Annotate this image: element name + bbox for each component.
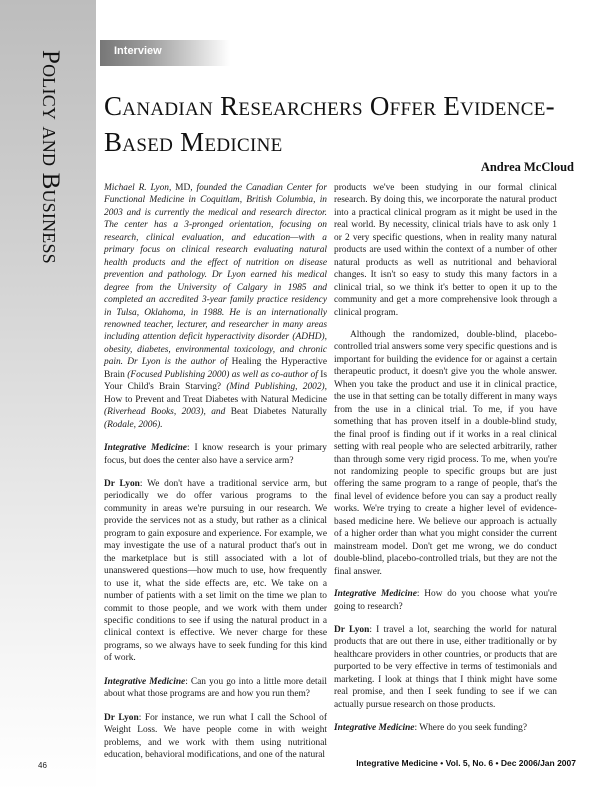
answer: Dr Lyon: We don't have a traditional service arm, but periodically we do offer various programs to the community in areas we're pursuing in our research. We provide the services not as a study, but rather as a clinical program to gain exposure and experience. For example, we may investigate the use of a natural product that's out in the marketplace but is still associated with a lot of unanswered questions—how much to use, how frequently to use it, what the side effects are, etc. We take on a number of patients with a set limit on the time we plan to commit to those people, and we work with them under specific conditions to see if using the natural product in a clinical context is effective. We never charge for these programs, so we always have to seek funding for this kind of work. bbox=[104, 478, 327, 664]
author-byline: Andrea McCloud bbox=[480, 160, 574, 174]
answer-paragraph: Although the randomized, double-blind, placebo-controlled trial answers some very specific questions and is important for building the evidence for or against a certain therapeutic product, it doesn't give you the whole answer. When you take the product and use it in clinical practice, the use in that setting can be totally different in many ways from the use in a clinical trial. To me, if you have something that has proven itself in a double-blind study, the final proof is finding out if it works in a real clinical setting with real people who are selected arbitrarily, rather than through some very rigid process. To me, when you're not randomizing people to specific groups but are just offering the same program to a range of people, that's the final level of evidence before you can say a product really works. We're trying to create a higher level of evidence-based medicine here. We believe our approach is actually of a higher order than what you might consider the current mainstream model. Don't get me wrong, we do conduct double-blind, placebo-controlled trials, but they are not the final answer. bbox=[334, 329, 557, 577]
answer: Dr Lyon: I travel a lot, searching the world for natural products that are out there in use, either traditionally or by healthcare providers in other countries, or products that are purported to be very effective in terms of testimonials and marketing. I look at things that I think might have some real promise, and then I seek funding to see if we can actually pursue research on those products. bbox=[334, 624, 557, 710]
question: Integrative Medicine: Where do you seek funding? bbox=[334, 723, 528, 734]
left-column bbox=[104, 182, 327, 772]
answer-continued: products we've been studying in our formal clinical research. By doing this, we incorporate the natural product into a practical clinical program as it might be used in the real world. By necessity, clinical trials have to ask only 1 or 2 very specific questions, when in reality many natural products are used within the context of a number of other natural products as well as nutritional and behavioral changes. It isn't so easy to study this many factors in a clinical trial, so we think it's better to open it up to the community and get a more comprehensive look through a clinical program. bbox=[334, 183, 557, 318]
section-sidebar bbox=[0, 0, 96, 792]
answer: Dr Lyon: For instance, we run what I call the School of Weight Loss. We have people come in with weight problems, and we work with them using nutritional education, behavioral modifications, and one of the natural bbox=[104, 712, 327, 761]
author-bio: Michael R. Lyon, MD, founded the Canadian Center for Functional Medicine in Coquitlam, British Columbia, in 2003 and is currently the medical and research director. The center has a 3-pronged orientation, focusing on research, clinical evaluation, and education—with a primary focus on clinical research evaluating natural health products and the effect of nutrition on disease prevention and pathology. Dr Lyon earned his medical degree from the University of Calgary in 1985 and completed an accredited 3-year family practice residency in Tulsa, Oklahoma, in 1988. He is an internationally renowned teacher, lecturer, and researcher in many areas including attention deficit hyperactivity disorder (ADHD), obesity, diabetes, environmental toxicology, and chronic pain. Dr Lyon is the author of Healing the Hyperactive Brain (Focused Publishing 2000) as well as co-author of Is Your Child's Brain Starving? (Mind Publishing, 2002), How to Prevent and Treat Diabetes with Natural Medicine (Riverhead Books, 2003), and Beat Diabetes Naturally (Rodale, 2006). bbox=[104, 183, 327, 430]
category-label: Interview bbox=[114, 45, 162, 57]
journal-footer: Integrative Medicine • Vol. 5, No. 6 • Dec 2006/Jan 2007 bbox=[356, 758, 576, 768]
book-title: Beat Diabetes Naturally bbox=[230, 407, 327, 418]
question: Integrative Medicine: How do you choose what you're going to research? bbox=[334, 589, 557, 612]
section-title: Policy and Business bbox=[37, 50, 64, 264]
book-title: Healing the Hyperactive Brain bbox=[104, 357, 327, 380]
right-column bbox=[334, 182, 557, 746]
question: Integrative Medicine: Can you go into a little more detail about what those programs are and how you run them? bbox=[104, 676, 327, 700]
question: Integrative Medicine: I know research is your primary focus, but does the center also have a service arm? bbox=[104, 443, 327, 466]
book-title: How to Prevent and Treat Diabetes with Natural Medicine bbox=[104, 394, 327, 405]
book-title: Is Your Child's Brain Starving? bbox=[104, 369, 327, 393]
article-title: Canadian Researchers Offer Evidence-Based Medicine bbox=[104, 91, 555, 157]
page-number: 46 bbox=[38, 761, 47, 770]
